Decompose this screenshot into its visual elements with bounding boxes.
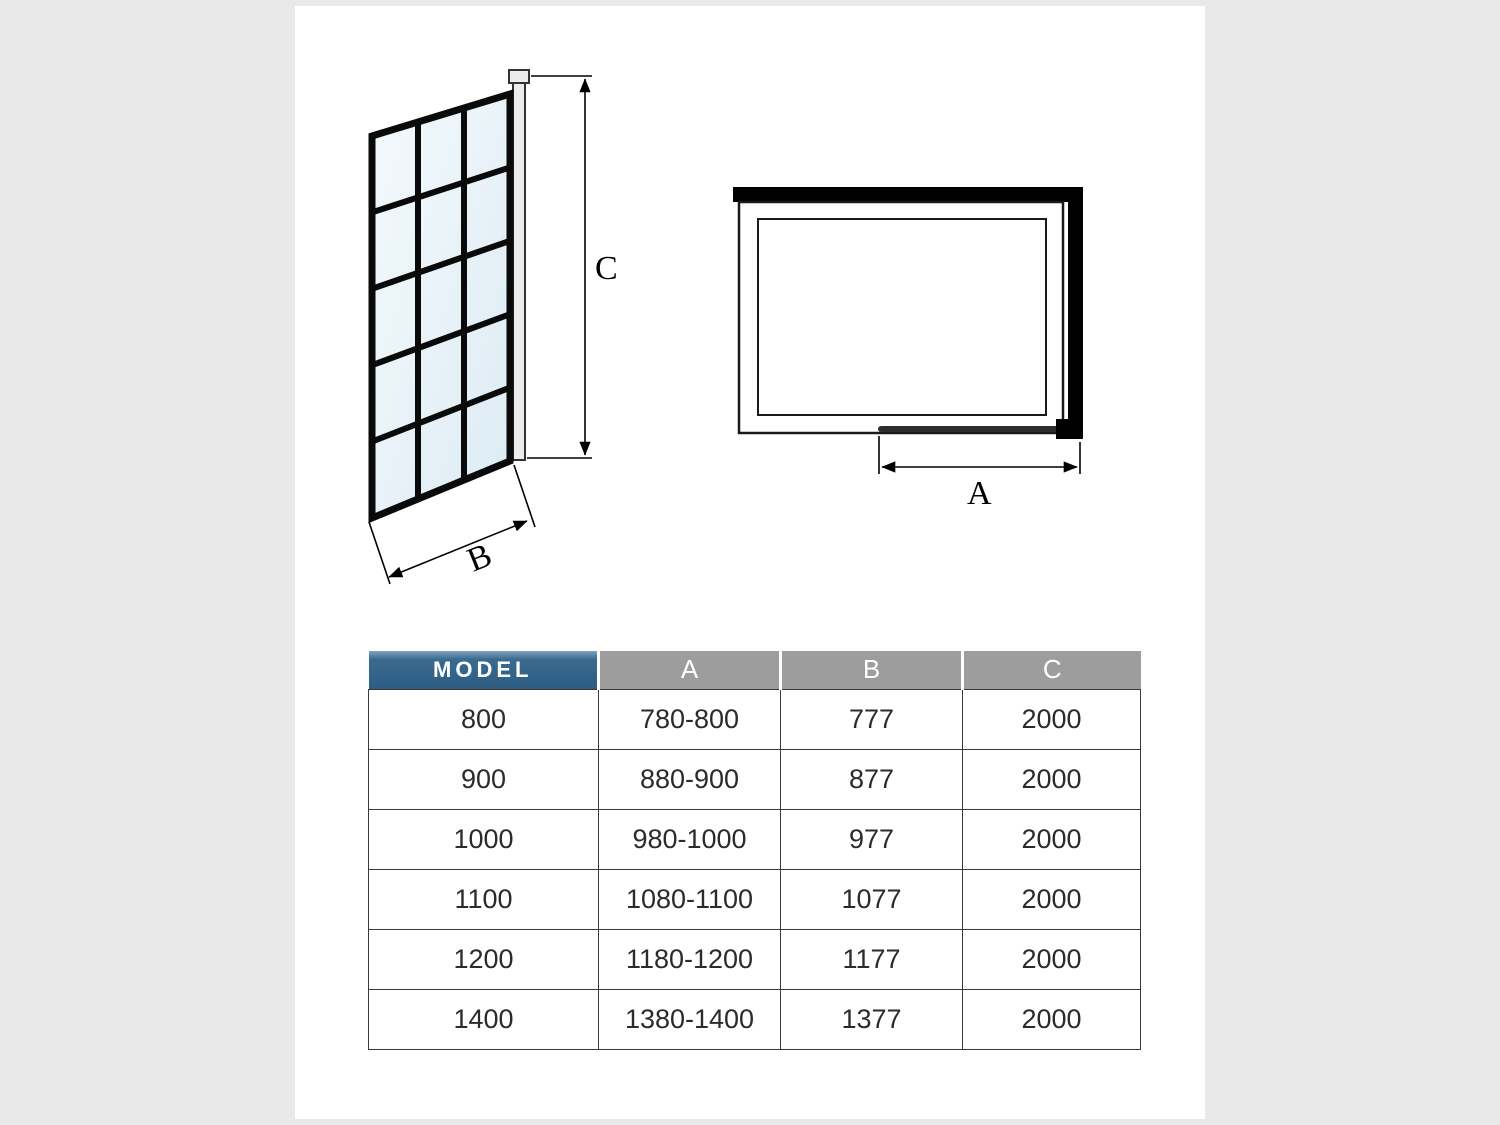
a-cell: 1080-1100: [599, 869, 781, 929]
b-cell: 877: [781, 749, 963, 809]
b-cell: 1077: [781, 869, 963, 929]
model-cell: 900: [369, 749, 599, 809]
c-cell: 2000: [963, 929, 1141, 989]
dim-label-b: B: [462, 536, 498, 580]
table-row: [369, 749, 1141, 809]
table-row: [369, 869, 1141, 929]
table-header-b: B: [781, 651, 963, 689]
b-cell: 977: [781, 809, 963, 869]
a-cell: 1380-1400: [599, 989, 781, 1049]
c-cell: 2000: [963, 689, 1141, 749]
table-row: [369, 929, 1141, 989]
model-cell: 1100: [369, 869, 599, 929]
a-cell: 980-1000: [599, 809, 781, 869]
tray-inner: [758, 219, 1046, 415]
table-header-row: [369, 651, 1141, 689]
right-wall: [1068, 187, 1083, 439]
page: [295, 6, 1205, 1119]
model-cell: 800: [369, 689, 599, 749]
a-cell: 780-800: [599, 689, 781, 749]
dim-label-c: C: [595, 250, 618, 287]
dim-label-a: A: [967, 475, 992, 512]
top-wall: [733, 187, 1083, 202]
c-cell: 2000: [963, 749, 1141, 809]
model-cell: 1400: [369, 989, 599, 1049]
model-cell: 1000: [369, 809, 599, 869]
c-cell: 2000: [963, 809, 1141, 869]
top-view: [733, 187, 1083, 512]
table-header-c: C: [963, 651, 1141, 689]
model-cell: 1200: [369, 929, 599, 989]
dimension-c-lines: [527, 76, 592, 458]
dimension-a-lines: [879, 436, 1080, 474]
a-cell: 880-900: [599, 749, 781, 809]
table-row: [369, 689, 1141, 749]
front-view: [369, 70, 618, 584]
b-cell: 777: [781, 689, 963, 749]
a-cell: 1180-1200: [599, 929, 781, 989]
dimension-diagram: [295, 6, 1205, 638]
c-cell: 2000: [963, 989, 1141, 1049]
table-header-model: MODEL: [369, 651, 599, 689]
table-row: [369, 989, 1141, 1049]
glass-panel-grid: [372, 94, 510, 518]
table-row: [369, 809, 1141, 869]
b-cell: 1177: [781, 929, 963, 989]
b-cell: 1377: [781, 989, 963, 1049]
size-table: [368, 651, 1141, 1050]
table-header-a: A: [599, 651, 781, 689]
c-cell: 2000: [963, 869, 1141, 929]
